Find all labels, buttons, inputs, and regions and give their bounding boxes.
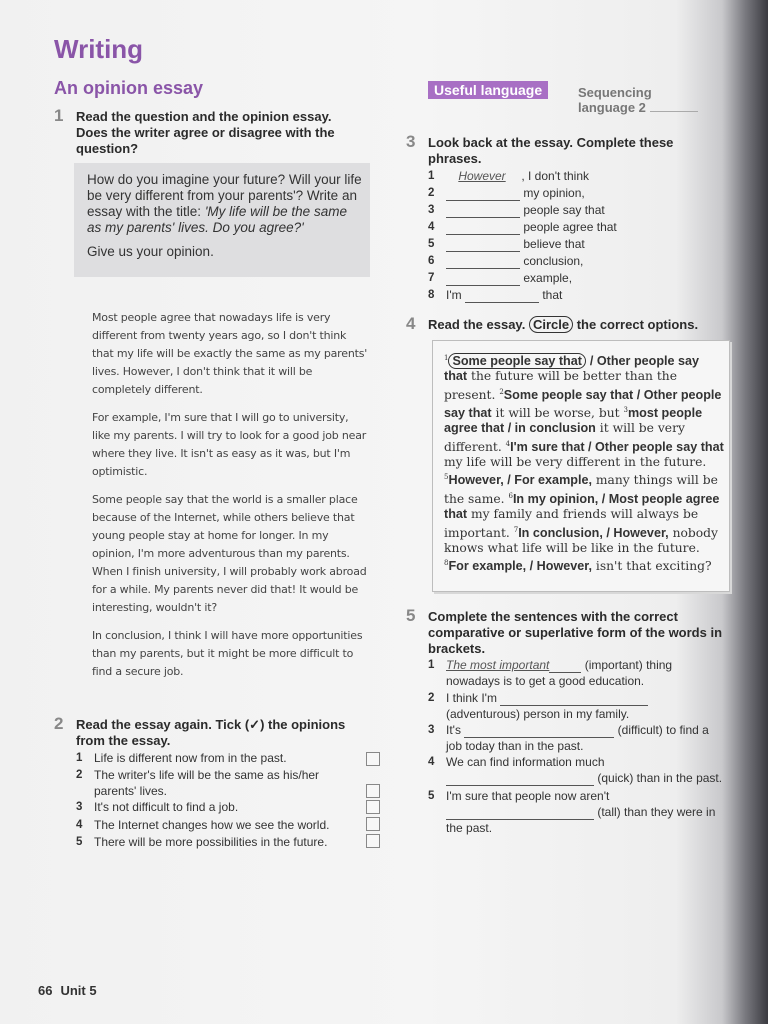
page-footer bbox=[38, 983, 97, 998]
q2-instruction: Read the essay again. Tick (✓) the opinions from the essay. bbox=[76, 717, 346, 748]
page-title: Writing bbox=[54, 34, 144, 64]
q2-checkbox-3[interactable] bbox=[366, 800, 380, 814]
q4-number: 4 bbox=[406, 314, 416, 333]
essay-prompt-box bbox=[74, 163, 370, 277]
circle-word: Circle bbox=[529, 316, 573, 333]
q2-checkbox-4[interactable] bbox=[366, 817, 380, 831]
q2-checkbox-2[interactable] bbox=[366, 784, 380, 798]
circled-option: Some people say that bbox=[448, 353, 585, 369]
essay-paragraph-4: In conclusion, I think I will have more opportunities than my parents, but it might be more difficult to find a secure job. bbox=[92, 629, 363, 678]
q2-checkbox-1[interactable] bbox=[366, 752, 380, 766]
essay-paragraph-1: Most people agree that nowadays life is very different from twenty years ago, so I don't think that my life will be exactly the same as my parents' lives. However, I don't think that it will be completely different. bbox=[92, 311, 368, 396]
q3-number: 3 bbox=[406, 132, 416, 151]
q3-instruction: Look back at the essay. Complete these phrases. bbox=[428, 135, 674, 166]
useful-language-badge: Useful language bbox=[428, 81, 548, 99]
q1-number: 1 bbox=[54, 106, 64, 125]
q2-number: 2 bbox=[54, 714, 64, 733]
essay-paragraph-2: For example, I'm sure that I will go to university, like my parents. I will try to look for a good job near where they live. It isn't as easy as it was, but I'm optimistic. bbox=[92, 411, 367, 478]
q4-instruction: Read the essay. Circle the correct options. bbox=[428, 317, 699, 332]
q5-instruction: Complete the sentences with the correct comparative or superlative form of the words in brackets. bbox=[428, 609, 723, 656]
prompt-line-2: Give us your opinion. bbox=[87, 244, 214, 259]
q1-instruction: Read the question and the opinion essay. Does the writer agree or disagree with the question? bbox=[76, 109, 335, 156]
q4-essay-text: $^1$ Some people say that / Other people say that the future will be better than the present. $^2$Some people say that / Other people say that it will be worse, but $^3$most people agree that / in conclusion it will be very different. $^4$I'm sure that / Other people say that my life will be very different in the future. $^5$However, / For example, many things will be the same. $^6$In my opinion, / Most people agree that my family and friends will always be important. $^7$In conclusion, / However, nobody knows what life will be like in the future. $^8$For example, / However, isn't that exciting? bbox=[444, 354, 724, 574]
essay-paragraph-3: Some people say that the world is a smaller place because of the Internet, while others believe that young people stay at home for longer. In my opinion, I'm more adventurous than my parents. When I finish university, I will probably work abroad for a while. My parents never did that! It would be interesting, wouldn't it? bbox=[92, 493, 367, 614]
useful-language-subtitle: Sequencing language 2 bbox=[578, 85, 698, 115]
page-number: 66 bbox=[38, 983, 53, 998]
unit-label: Unit 5 bbox=[60, 983, 97, 998]
q5-number: 5 bbox=[406, 606, 416, 625]
opinion-essay bbox=[92, 309, 368, 691]
worksheet-page: Writing An opinion essay 1 Read the question and the opinion essay. Does the writer agree or disagree with the question? How do you imagine your future? Will your life be very different from your parents'? Write an essay with the title: 'My life will be the same as my parents' lives. Do you agree?' Give us your opinion. Most people agree that nowadays life is very different from twenty years ago, so I don't think that my life will be exactly the same as my parents' lives. However, I don't think that it will be completely different. For example, I'm sure that I will go to university, like my parents. I will try to look for a good job near where they live. It isn't as easy as it was, but I'm optimistic. Some people say that the world is a smaller place because of the Internet, while others believe that young people stay at home for longer. In my opinion, I'm more adventurous than my parents. When I finish university, I will probably work abroad for a while. My parents never did that! It would be interesting, wouldn't it? In conclusion, I think I will have more opportunities than my parents, but it might be more difficult to find a secure job. 2 Read the essay again. Tick (✓) the opinions from the essay. 1 Life is different now from in the past. 2 The writer's life will be the same as his/her parents' lives. 3 It's not difficult to find a job. 4 The Internet changes how we see the world. 5 There will be more possibilities in the future. Useful language Sequencing language 2 3 Look back at the essay. Complete these phrases. 1 However , I don't think 2 my opinion, 3 people say that 4 people agree that 5 believe that 6 conclusion, 7 example, 8 I'm that 4 Read the essay. Circle the correct options. $^1$ Some people say that / Other people say that the future will be better than the present. $^2$Some people say that / Other people say that it will be worse, but $^3$most people agree that / in conclusion it will be very different. $^4$I'm sure that / Other people say that my life will be very different in the future. $^5$However, / For example, many things will be the same. $^6$In my opinion, / Most people agree that my family and friends will always be important. $^7$In conclusion, / However, nobody knows what life will be like in the future. $^8$For example, / However, isn't that exciting? 5 Complete the sentences with the correct comparative or superlative form of the words in brackets. 1 The most important (important) thing nowadays is to get a good education. 2 I think I'm (adventurous) person in my family. 3 It's (difficult) to find a job today than in the past. 4 We can find information much (quick) than in the past. 5 I'm sure that people now aren't (tall) than they were in the past. 66 Unit 5 bbox=[0, 0, 768, 1024]
q4-essay-box bbox=[432, 340, 730, 592]
q2-checkbox-5[interactable] bbox=[366, 834, 380, 848]
prompt-text: How do you imagine your future? Will your life be very different from your parents'? Write an essay with the title: 'My life will be the same as my parents' lives. Do you agree?' bbox=[87, 172, 362, 235]
section-title: An opinion essay bbox=[54, 78, 204, 98]
